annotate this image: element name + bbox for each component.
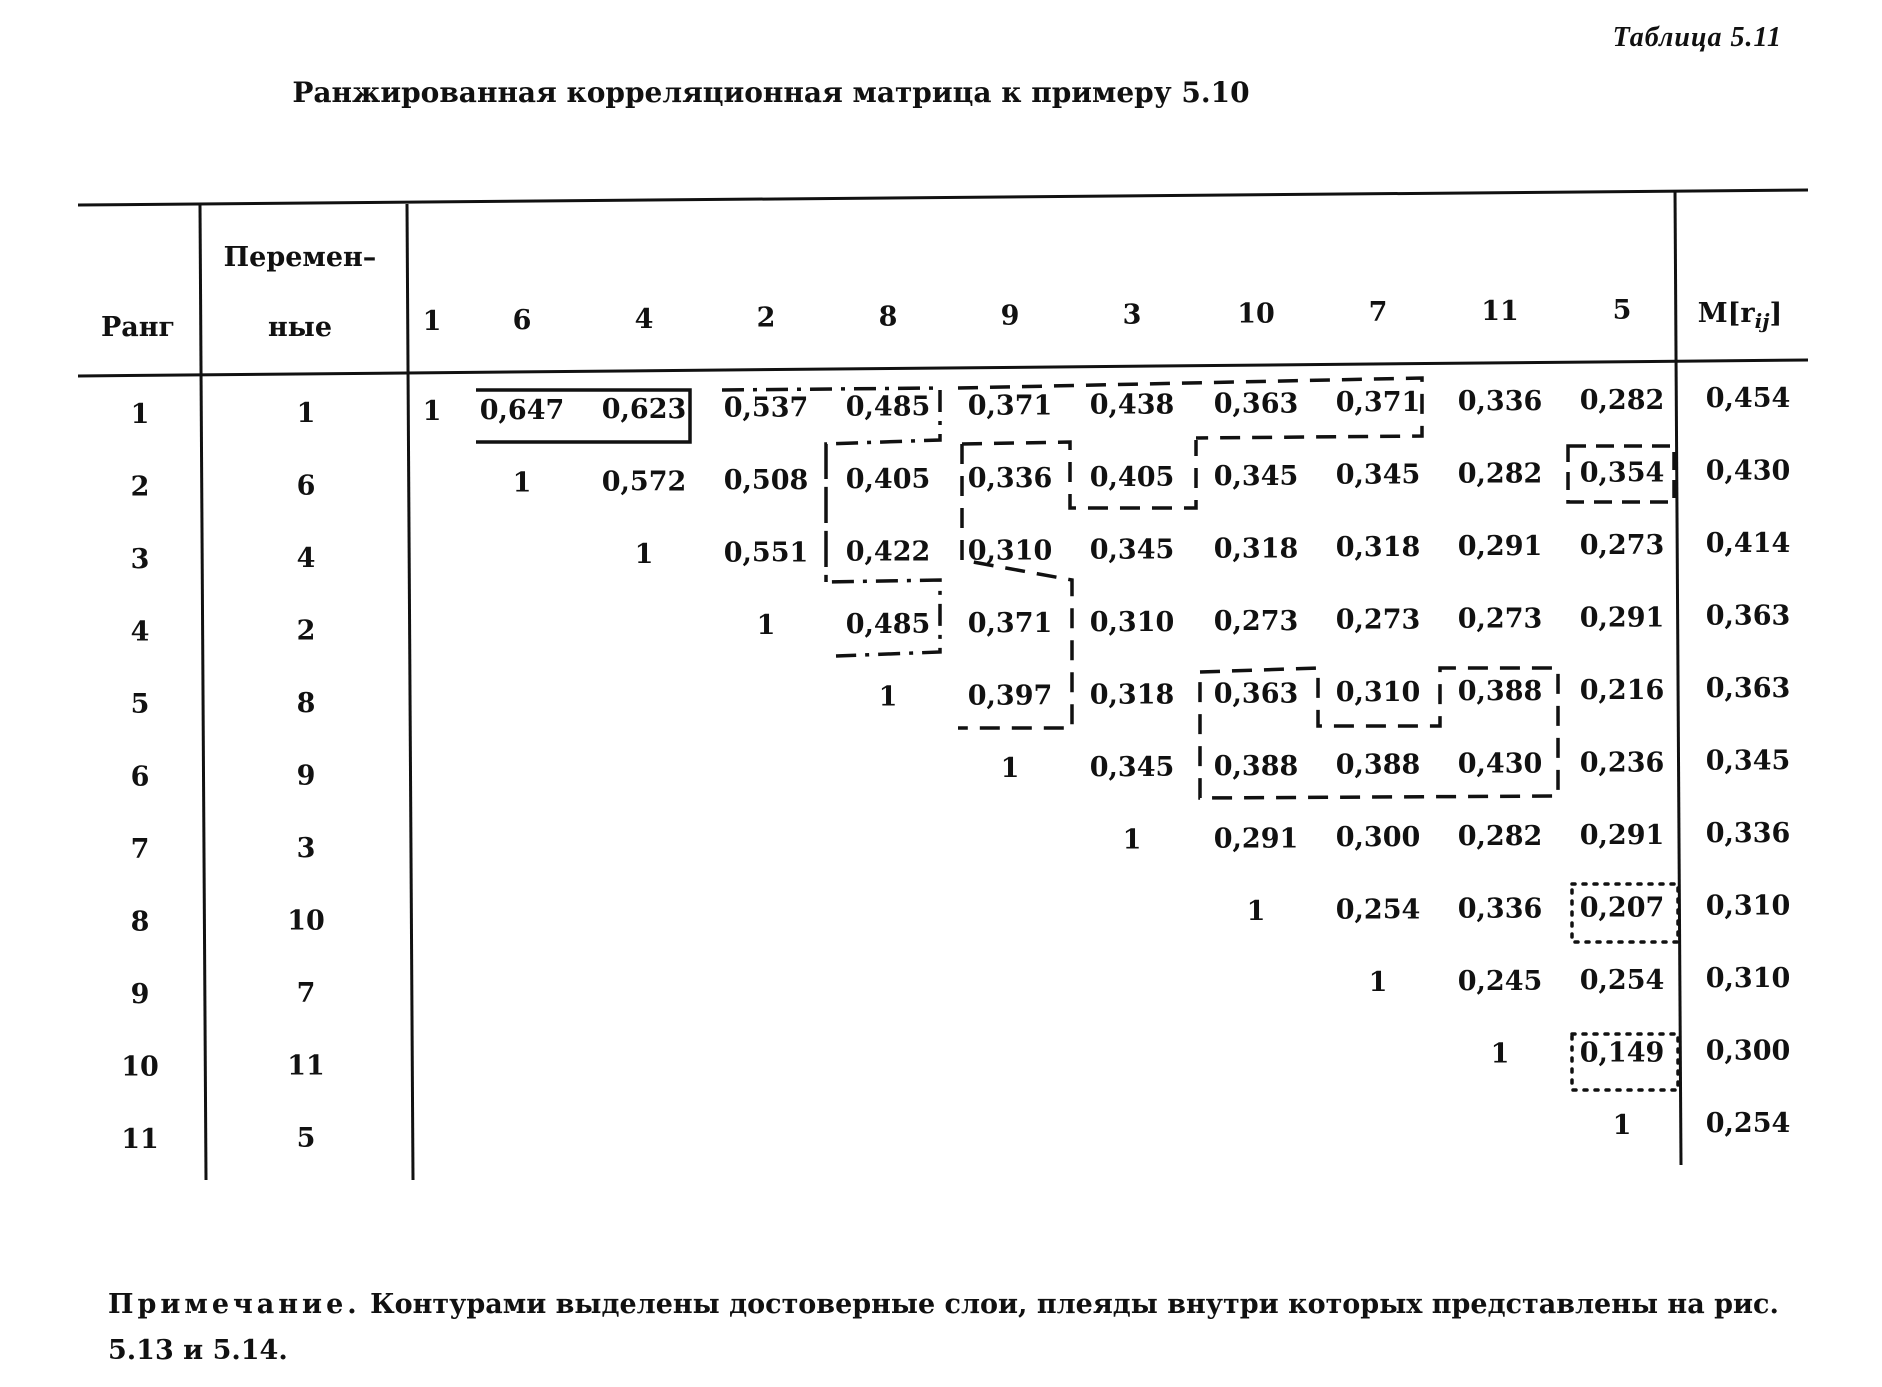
correlation-cell: 0,336 [1457, 386, 1543, 418]
header-rule [78, 360, 1808, 376]
correlation-cell: 0,405 [845, 464, 931, 496]
correlation-cell: 0,282 [1457, 458, 1543, 490]
header-mean-subscript: ij [1754, 309, 1770, 333]
correlation-cell: 0,207 [1579, 892, 1665, 924]
mean-cell: 0,336 [1705, 817, 1791, 849]
correlation-cell: 0,345 [1089, 751, 1175, 783]
correlation-cell: 0,300 [1335, 822, 1421, 854]
correlation-cell: 1 [512, 467, 532, 499]
note [108, 1282, 1808, 1374]
rank-cell: 7 [130, 834, 150, 865]
column-header-9: 9 [1000, 300, 1020, 332]
header-rank: Ранг [100, 312, 176, 343]
correlation-cell: 0,345 [1335, 459, 1421, 491]
correlation-cell: 0,485 [845, 391, 931, 423]
correlation-cell: 1 [1490, 1038, 1510, 1070]
mean-cell: 0,414 [1705, 527, 1791, 559]
rank-column [121, 399, 159, 1155]
column-header-4: 4 [634, 303, 654, 335]
correlation-cell: 0,345 [1089, 534, 1175, 566]
column-header-8: 8 [878, 301, 898, 333]
matrix-cells [423, 385, 1665, 1141]
mean-cell: 0,310 [1705, 962, 1791, 994]
column-header-2: 2 [756, 302, 776, 334]
variable-cell: 6 [296, 470, 316, 502]
rank-cell: 10 [121, 1051, 159, 1083]
variable-cell: 2 [296, 615, 316, 647]
header-mean-label: M[r [1697, 298, 1755, 329]
correlation-cell: 0,236 [1579, 747, 1665, 779]
correlation-cell: 0,405 [1089, 461, 1175, 493]
correlation-cell: 0,422 [845, 536, 931, 568]
correlation-cell: 1 [422, 396, 442, 427]
correlation-cell: 0,371 [967, 390, 1053, 422]
rank-cell: 8 [130, 906, 150, 938]
rank-cell: 4 [130, 616, 150, 648]
mean-cell: 0,363 [1705, 600, 1791, 632]
variable-cell: 4 [296, 543, 316, 574]
correlation-cell: 0,282 [1579, 385, 1665, 416]
header-variables-line2: ные [267, 312, 333, 343]
correlation-cell: 0,508 [723, 465, 809, 497]
correlation-cell: 0,291 [1457, 531, 1543, 563]
correlation-cell: 0,291 [1579, 820, 1665, 851]
correlation-cell: 0,371 [967, 608, 1053, 639]
rank-cell: 9 [130, 979, 150, 1010]
correlation-cell: 0,647 [479, 394, 565, 426]
mean-cell: 0,345 [1705, 745, 1791, 777]
correlation-cell: 0,254 [1579, 965, 1665, 996]
correlation-cell: 0,572 [601, 466, 687, 498]
mean-cell: 0,310 [1705, 890, 1791, 922]
variable-cell: 1 [296, 398, 316, 429]
correlation-cell: 1 [1612, 1110, 1632, 1141]
correlation-cell: 0,282 [1457, 821, 1543, 853]
rank-cell: 6 [130, 761, 150, 793]
variable-cell: 3 [296, 833, 316, 864]
variable-cell: 9 [296, 760, 316, 792]
note-text: Контурами выделены достоверные слои, плеяды внутри которых представлены на рис. 5.13 и 5.14. [108, 1289, 1779, 1366]
correlation-cell: 0,345 [1213, 460, 1299, 492]
header-mean-close: ] [1769, 298, 1783, 329]
correlation-cell: 0,273 [1457, 603, 1543, 635]
correlation-cell: 0,245 [1457, 966, 1543, 998]
rank-cell: 5 [130, 689, 150, 720]
note-label: Примечание. [108, 1289, 361, 1320]
table-number: Таблица 5.11 [1612, 22, 1782, 53]
correlation-cell: 0,537 [723, 392, 809, 424]
correlation-cell: 1 [1246, 895, 1266, 927]
correlation-cell: 0,397 [967, 680, 1053, 712]
divider-rank-variables [200, 205, 206, 1180]
correlation-cell: 0,149 [1579, 1037, 1665, 1069]
correlation-cell: 0,273 [1335, 604, 1421, 636]
correlation-cell: 0,354 [1579, 457, 1665, 489]
mean-cell: 0,363 [1705, 672, 1791, 704]
correlation-cell: 0,273 [1579, 530, 1665, 561]
correlation-cell: 0,336 [1457, 893, 1543, 925]
correlation-cell: 0,254 [1335, 894, 1421, 926]
correlation-cell: 1 [878, 681, 898, 713]
divider-variables-matrix [407, 204, 413, 1180]
correlation-cell: 0,318 [1335, 532, 1421, 564]
correlation-cell: 0,551 [723, 537, 809, 569]
correlation-cell: 0,430 [1457, 748, 1543, 780]
column-header-11: 11 [1481, 296, 1519, 328]
table-title: Ранжированная корреляционная матрица к примеру 5.10 [292, 76, 1250, 109]
rank-cell: 3 [130, 544, 150, 575]
correlation-cell: 0,363 [1213, 678, 1299, 710]
variables-column [287, 398, 325, 1154]
variable-cell: 11 [287, 1050, 325, 1082]
correlation-cell: 1 [634, 538, 654, 570]
column-header-10: 10 [1237, 298, 1275, 330]
correlation-cell: 1 [1000, 753, 1020, 784]
column-header-7: 7 [1368, 297, 1388, 329]
variable-cell: 10 [287, 905, 325, 937]
column-header-1: 1 [422, 306, 442, 337]
mean-cell: 0,300 [1705, 1035, 1791, 1067]
correlation-cell: 1 [1122, 824, 1142, 856]
correlation-cell: 0,485 [845, 609, 931, 641]
correlation-cell: 0,273 [1213, 605, 1299, 637]
mean-cell: 0,254 [1705, 1107, 1791, 1139]
rank-cell: 1 [130, 399, 150, 430]
correlation-cell: 0,623 [601, 393, 687, 425]
variable-cell: 8 [296, 688, 316, 719]
correlation-cell: 0,216 [1579, 675, 1665, 706]
correlation-cell: 0,310 [1335, 677, 1421, 709]
correlation-cell: 0,371 [1335, 387, 1421, 419]
header-mean [1698, 298, 1783, 333]
correlation-cell: 0,318 [1213, 533, 1299, 565]
correlation-cell: 0,388 [1335, 749, 1421, 781]
mean-column [1706, 383, 1791, 1139]
rank-cell: 11 [121, 1124, 159, 1155]
correlation-cell: 0,388 [1213, 750, 1299, 782]
correlation-cell: 0,388 [1457, 676, 1543, 708]
column-header-6: 6 [512, 304, 532, 336]
variable-cell: 7 [296, 978, 316, 1009]
correlation-cell: 0,310 [1089, 606, 1175, 638]
correlation-cell: 0,363 [1213, 388, 1299, 420]
correlation-cell: 0,291 [1213, 823, 1299, 855]
correlation-cell: 0,438 [1089, 389, 1175, 421]
mean-cell: 0,454 [1705, 382, 1791, 414]
correlation-cell: 0,318 [1089, 679, 1175, 711]
correlation-cell: 1 [756, 610, 776, 642]
correlation-cell: 0,291 [1579, 602, 1665, 634]
correlation-cell: 0,336 [967, 463, 1053, 494]
mean-cell: 0,430 [1705, 455, 1791, 487]
header-variables-line1: Перемен– [223, 242, 377, 273]
divider-matrix-mean [1675, 190, 1681, 1165]
correlation-cell: 0,310 [967, 535, 1053, 567]
column-headers [423, 295, 1632, 337]
variable-cell: 5 [296, 1123, 316, 1154]
rank-cell: 2 [130, 471, 150, 503]
top-rule [78, 190, 1808, 205]
correlation-cell: 1 [1368, 967, 1388, 999]
column-header-5: 5 [1612, 295, 1632, 326]
column-header-3: 3 [1122, 299, 1142, 331]
